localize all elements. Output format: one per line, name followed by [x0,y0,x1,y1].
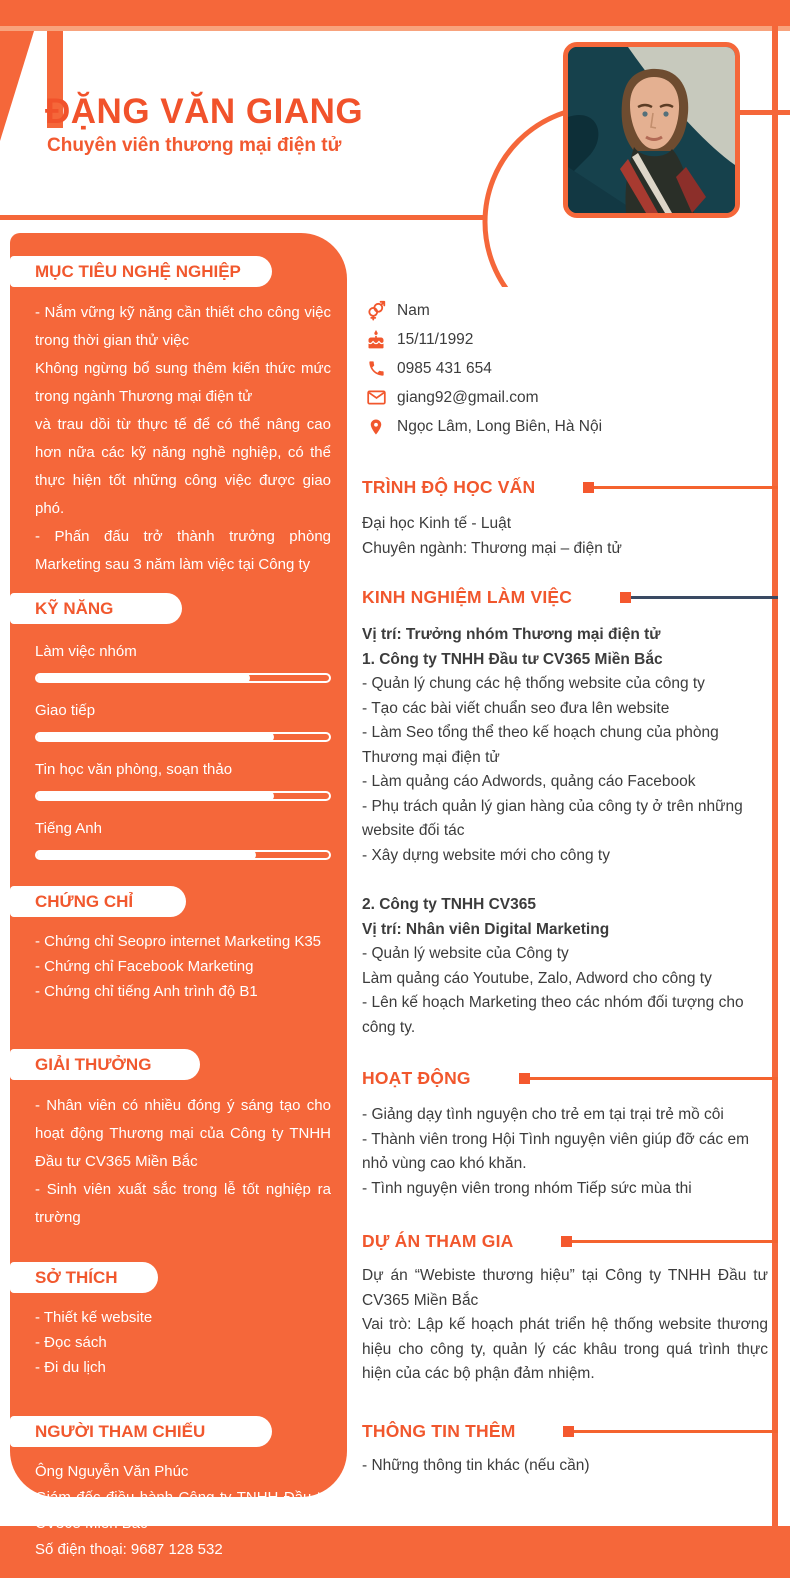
email-value: giang92@gmail.com [397,388,539,406]
job-bullet: - Làm Seo tổng thể theo kế hoạch chung của phòng Thương mại điện tử [362,724,719,766]
candidate-name: ĐẶNG VĂN GIANG [45,92,364,131]
contact-info [362,296,778,441]
activity-bullet: - Giảng dạy tình nguyện cho trẻ em tại trại trẻ mồ côi [362,1106,724,1123]
candidate-job-title: Chuyên viên thương mại điện tử [47,135,342,156]
job-bullet: - Xây dựng website mới cho công ty [362,846,610,864]
education-section [362,512,778,561]
objective-paragraph: Không ngừng bổ sung thêm kiến thức mức trong ngành Thương mại điện tử [35,360,331,405]
job-position: Vị trí: Nhân viên Digital Marketing [362,921,610,938]
award-item: - Sinh viên xuất sắc trong lễ tốt nghiệp ra trường [35,1181,331,1226]
hobby-item: - Thiết kế website [35,1309,153,1326]
reference-phone: Số điện thoại: 9687 128 532 [35,1541,223,1558]
reference-name: Ông Nguyễn Văn Phúc [35,1463,189,1480]
experience-job-2 [362,892,778,1040]
awards-section [10,1092,347,1232]
skill-bar-fill [37,732,274,742]
skill-bar [35,732,331,742]
job-bullet: - Tạo các bài viết chuẩn seo đưa lên website [362,699,670,717]
award-item: - Nhân viên có nhiều đóng ý sáng tạo cho hoạt động Thương mại của Công ty TNHH Đầu tư CV365 Miền Bắc [35,1097,331,1170]
phone-icon [364,358,388,380]
heading-square-marker [563,1426,574,1437]
activities-section [362,1103,778,1201]
project-description: Dự án “Webiste thương hiệu” tại Công ty TNHH Đầu tư CV365 Miền Bắc [362,1267,768,1309]
job-bullet: - Quản lý chung các hệ thống website của công ty [362,675,705,692]
objective-paragraph: và trau dồi từ thực tế để có thể nâng cao hơn nữa các kỹ năng nghề nghiệp, có thể thực hiện tốt những công việc được giao phó. [35,416,331,517]
skill-label: Tiếng Anh [35,820,102,837]
job-bullet: Làm quảng cáo Youtube, Zalo, Adword cho công ty [362,969,712,987]
skill-bar-fill [37,791,274,801]
section-title-hobbies: SỞ THÍCH [10,1262,158,1293]
projects-heading [362,1231,778,1252]
gender-icon [364,300,388,322]
section-title-skills: KỸ NĂNG [10,593,182,624]
experience-heading [362,587,778,608]
experience-job-1 [362,622,778,868]
skill-label: Tin học văn phòng, soạn thảo [35,761,233,778]
additional-info-section [362,1454,778,1479]
additional-info-title: THÔNG TIN THÊM [362,1420,516,1441]
experience-title: KINH NGHIỆM LÀM VIỆC [362,587,573,607]
skill-bar [35,673,331,683]
address-value: Ngọc Lâm, Long Biên, Hà Nội [397,417,603,435]
heading-rule-navy [631,596,778,599]
contact-row-address [362,412,778,441]
contact-row-email [362,383,778,412]
activity-bullet: - Tình nguyện viên trong nhóm Tiếp sức mùa thi [362,1179,692,1197]
birthday-value: 15/11/1992 [397,330,474,348]
header-divider-line [0,215,487,220]
heading-rule [530,1077,778,1080]
skill-label: Giao tiếp [35,702,96,719]
main-column [362,288,778,1478]
education-line: Đại học Kinh tế - Luật [362,515,512,532]
photo-connector-line [740,110,790,115]
activities-heading [362,1068,778,1089]
references-section [10,1459,347,1563]
contact-row-birthday [362,325,778,354]
location-icon [364,416,388,438]
certificate-item: - Chứng chỉ tiếng Anh trình độ B1 [35,983,258,1000]
certificate-item: - Chứng chỉ Facebook Marketing [35,958,254,975]
section-title-awards: GIẢI THƯỞNG [10,1049,200,1080]
skill-label: Làm việc nhóm [35,643,137,660]
education-title: TRÌNH ĐỘ HỌC VẤN [362,477,536,497]
email-icon [364,387,388,409]
heading-rule [574,1430,778,1433]
top-accent-strip [0,26,790,31]
section-title-certificates: CHỨNG CHỈ [10,886,186,917]
additional-info-heading [362,1421,778,1442]
objective-section [10,299,347,579]
skills-section [10,643,347,860]
contact-row-gender [362,296,778,325]
job-bullet: - Làm quảng cáo Adwords, quảng cáo Facebook [362,773,696,790]
projects-title: DỰ ÁN THAM GIA [362,1231,514,1251]
birthday-icon [364,329,388,351]
skill-bar-fill [37,850,256,860]
job-bullet: - Quản lý website của Công ty [362,945,569,962]
profile-photo [563,42,740,218]
objective-paragraph: - Nắm vững kỹ năng cần thiết cho công việc trong thời gian thử việc [35,304,331,349]
heading-square-marker [583,482,594,493]
activities-title: HOẠT ĐỘNG [362,1068,471,1088]
job-bullet: - Lên kế hoạch Marketing theo các nhóm đối tượng cho công ty. [362,994,744,1036]
additional-info-bullet: - Những thông tin khác (nếu cần) [362,1456,590,1474]
section-title-objective: MỤC TIÊU NGHỆ NGHIỆP [10,256,272,287]
portrait-illustration [568,47,735,213]
hobby-item: - Đọc sách [35,1334,107,1351]
skill-bar [35,791,331,801]
top-accent-bar [0,0,790,26]
job-company: 1. Công ty TNHH Đầu tư CV365 Miền Bắc [362,651,663,668]
job-bullet: - Phụ trách quản lý gian hàng của công ty ở trên những website đối tác [362,797,743,839]
hobbies-section [10,1305,347,1380]
certificates-section [10,929,347,1004]
phone-value: 0985 431 654 [397,359,492,377]
projects-section [362,1264,778,1387]
reference-position: Giám đốc điều hành Công ty TNHH Đầu tư CV365 Miền Bắc [35,1489,331,1532]
section-title-references: NGƯỜI THAM CHIẾU [10,1416,272,1447]
corner-triangle-decoration [0,31,34,141]
hobby-item: - Đi du lịch [35,1359,106,1376]
contact-row-phone [362,354,778,383]
education-line: Chuyên ngành: Thương mại – điện tử [362,539,622,557]
heading-square-marker [519,1073,530,1084]
project-role: Vai trò: Lập kế hoạch phát triển hệ thống website thương hiệu cho công ty, quản lý các khâu trong quá trình thực hiện của các bộ phận đảm nhiệm. [362,1316,768,1382]
sidebar [10,233,347,1558]
activity-bullet: - Thành viên trong Hội Tình nguyện viên giúp đỡ các em nhỏ vùng cao khó khăn. [362,1130,749,1172]
education-heading [362,477,778,498]
certificate-item: - Chứng chỉ Seopro internet Marketing K35 [35,933,322,950]
job-position: Vị trí: Trưởng nhóm Thương mại điện tử [362,626,661,643]
objective-paragraph: - Phấn đấu trở thành trưởng phòng Marketing sau 3 năm làm việc tại Công ty [35,528,331,573]
skill-bar [35,850,331,860]
job-company: 2. Công ty TNHH CV365 [362,896,536,913]
heading-square-marker [620,592,631,603]
heading-rule [594,486,778,489]
skill-bar-fill [37,673,250,683]
heading-rule [572,1240,778,1243]
gender-value: Nam [397,301,430,319]
heading-square-marker [561,1236,572,1247]
